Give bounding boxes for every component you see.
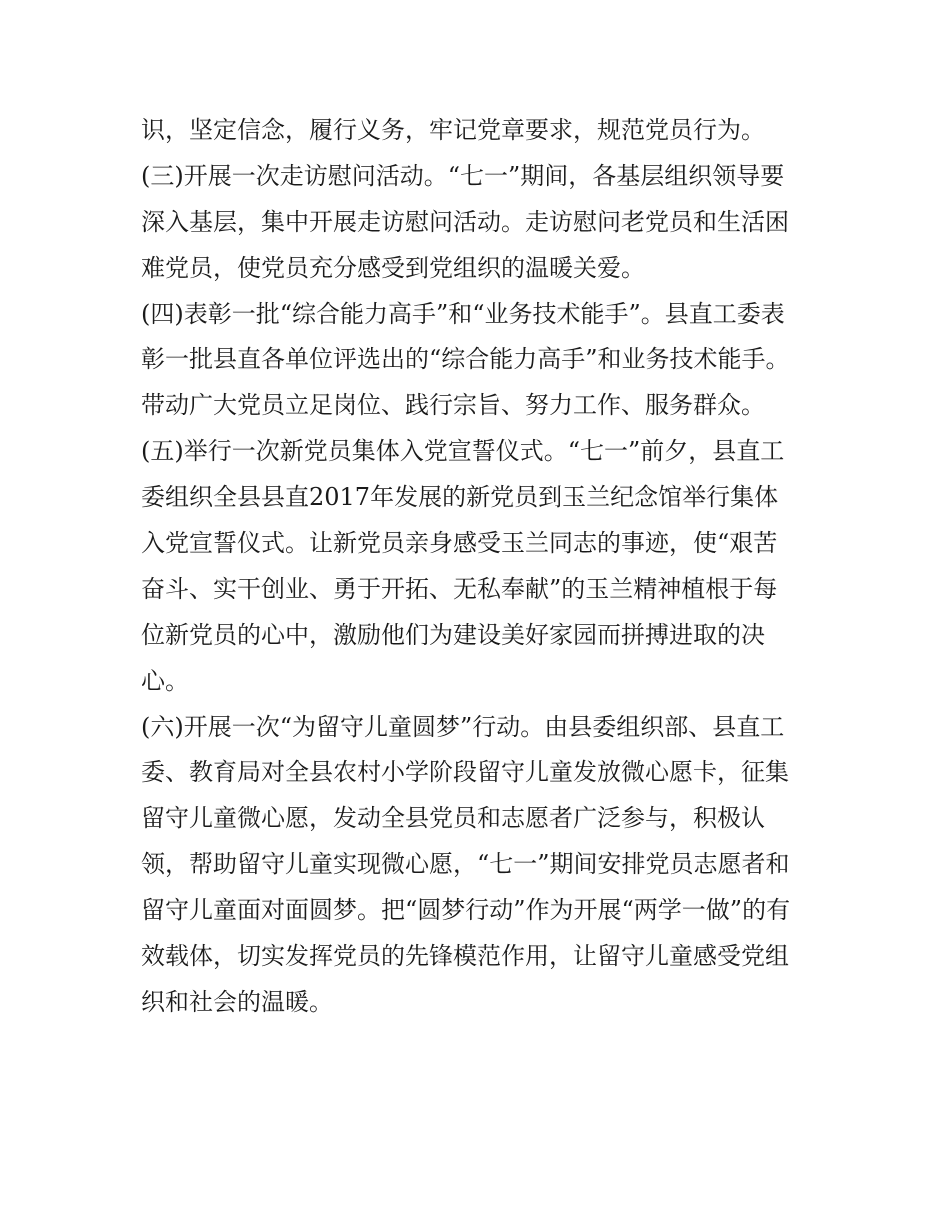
text-line: 留守儿童微心愿，发动全县党员和志愿者广泛参与，积极认 <box>141 804 765 833</box>
text-line: 难党员，使党员充分感受到党组织的温暖关爱。 <box>141 253 645 282</box>
document-body <box>141 108 821 1026</box>
text-line: 委组织全县县直2017年发展的新党员到玉兰纪念馆举行集体 <box>141 483 779 512</box>
text-line: 彰一批县直各单位评选出的“综合能力高手”和业务技术能手。 <box>141 345 790 374</box>
text-line: (四)表彰一批“综合能力高手”和“业务技术能手”。县直工委表 <box>141 299 785 328</box>
text-line: 织和社会的温暖。 <box>141 987 333 1016</box>
text-line: (五)举行一次新党员集体入党宣誓仪式。“七一”前夕，县直工 <box>141 437 785 466</box>
text-line: 识，坚定信念，履行义务，牢记党章要求，规范党员行为。 <box>141 116 765 144</box>
text-line: 位新党员的心中，激励他们为建设美好家园而拼搏进取的决 <box>141 620 765 649</box>
text-line: 心。 <box>141 666 189 695</box>
text-line: 留守儿童面对面圆梦。把“圆梦行动”作为开展“两学一做”的有 <box>141 896 791 925</box>
text-line: 奋斗、实干创业、勇于开拓、无私奉献”的玉兰精神植根于每 <box>141 574 778 603</box>
text-line: 带动广大党员立足岗位、践行宗旨、努力工作、服务群众。 <box>141 391 765 420</box>
text-line: 深入基层，集中开展走访慰问活动。走访慰问老党员和生活困 <box>141 207 789 236</box>
text-line: 效载体，切实发挥党员的先锋模范作用，让留守儿童感受党组 <box>141 942 789 971</box>
text-line: 委、教育局对全县农村小学阶段留守儿童发放微心愿卡，征集 <box>141 758 789 787</box>
text-line: 领，帮助留守儿童实现微心愿，“七一”期间安排党员志愿者和 <box>141 850 790 879</box>
text-line: (六)开展一次“为留守儿童圆梦”行动。由县委组织部、县直工 <box>141 712 785 741</box>
text-line: (三)开展一次走访慰问活动。“七一”期间，各基层组织领导要 <box>141 161 785 190</box>
text-line: 入党宣誓仪式。让新党员亲身感受玉兰同志的事迹，使“艰苦 <box>141 529 778 558</box>
